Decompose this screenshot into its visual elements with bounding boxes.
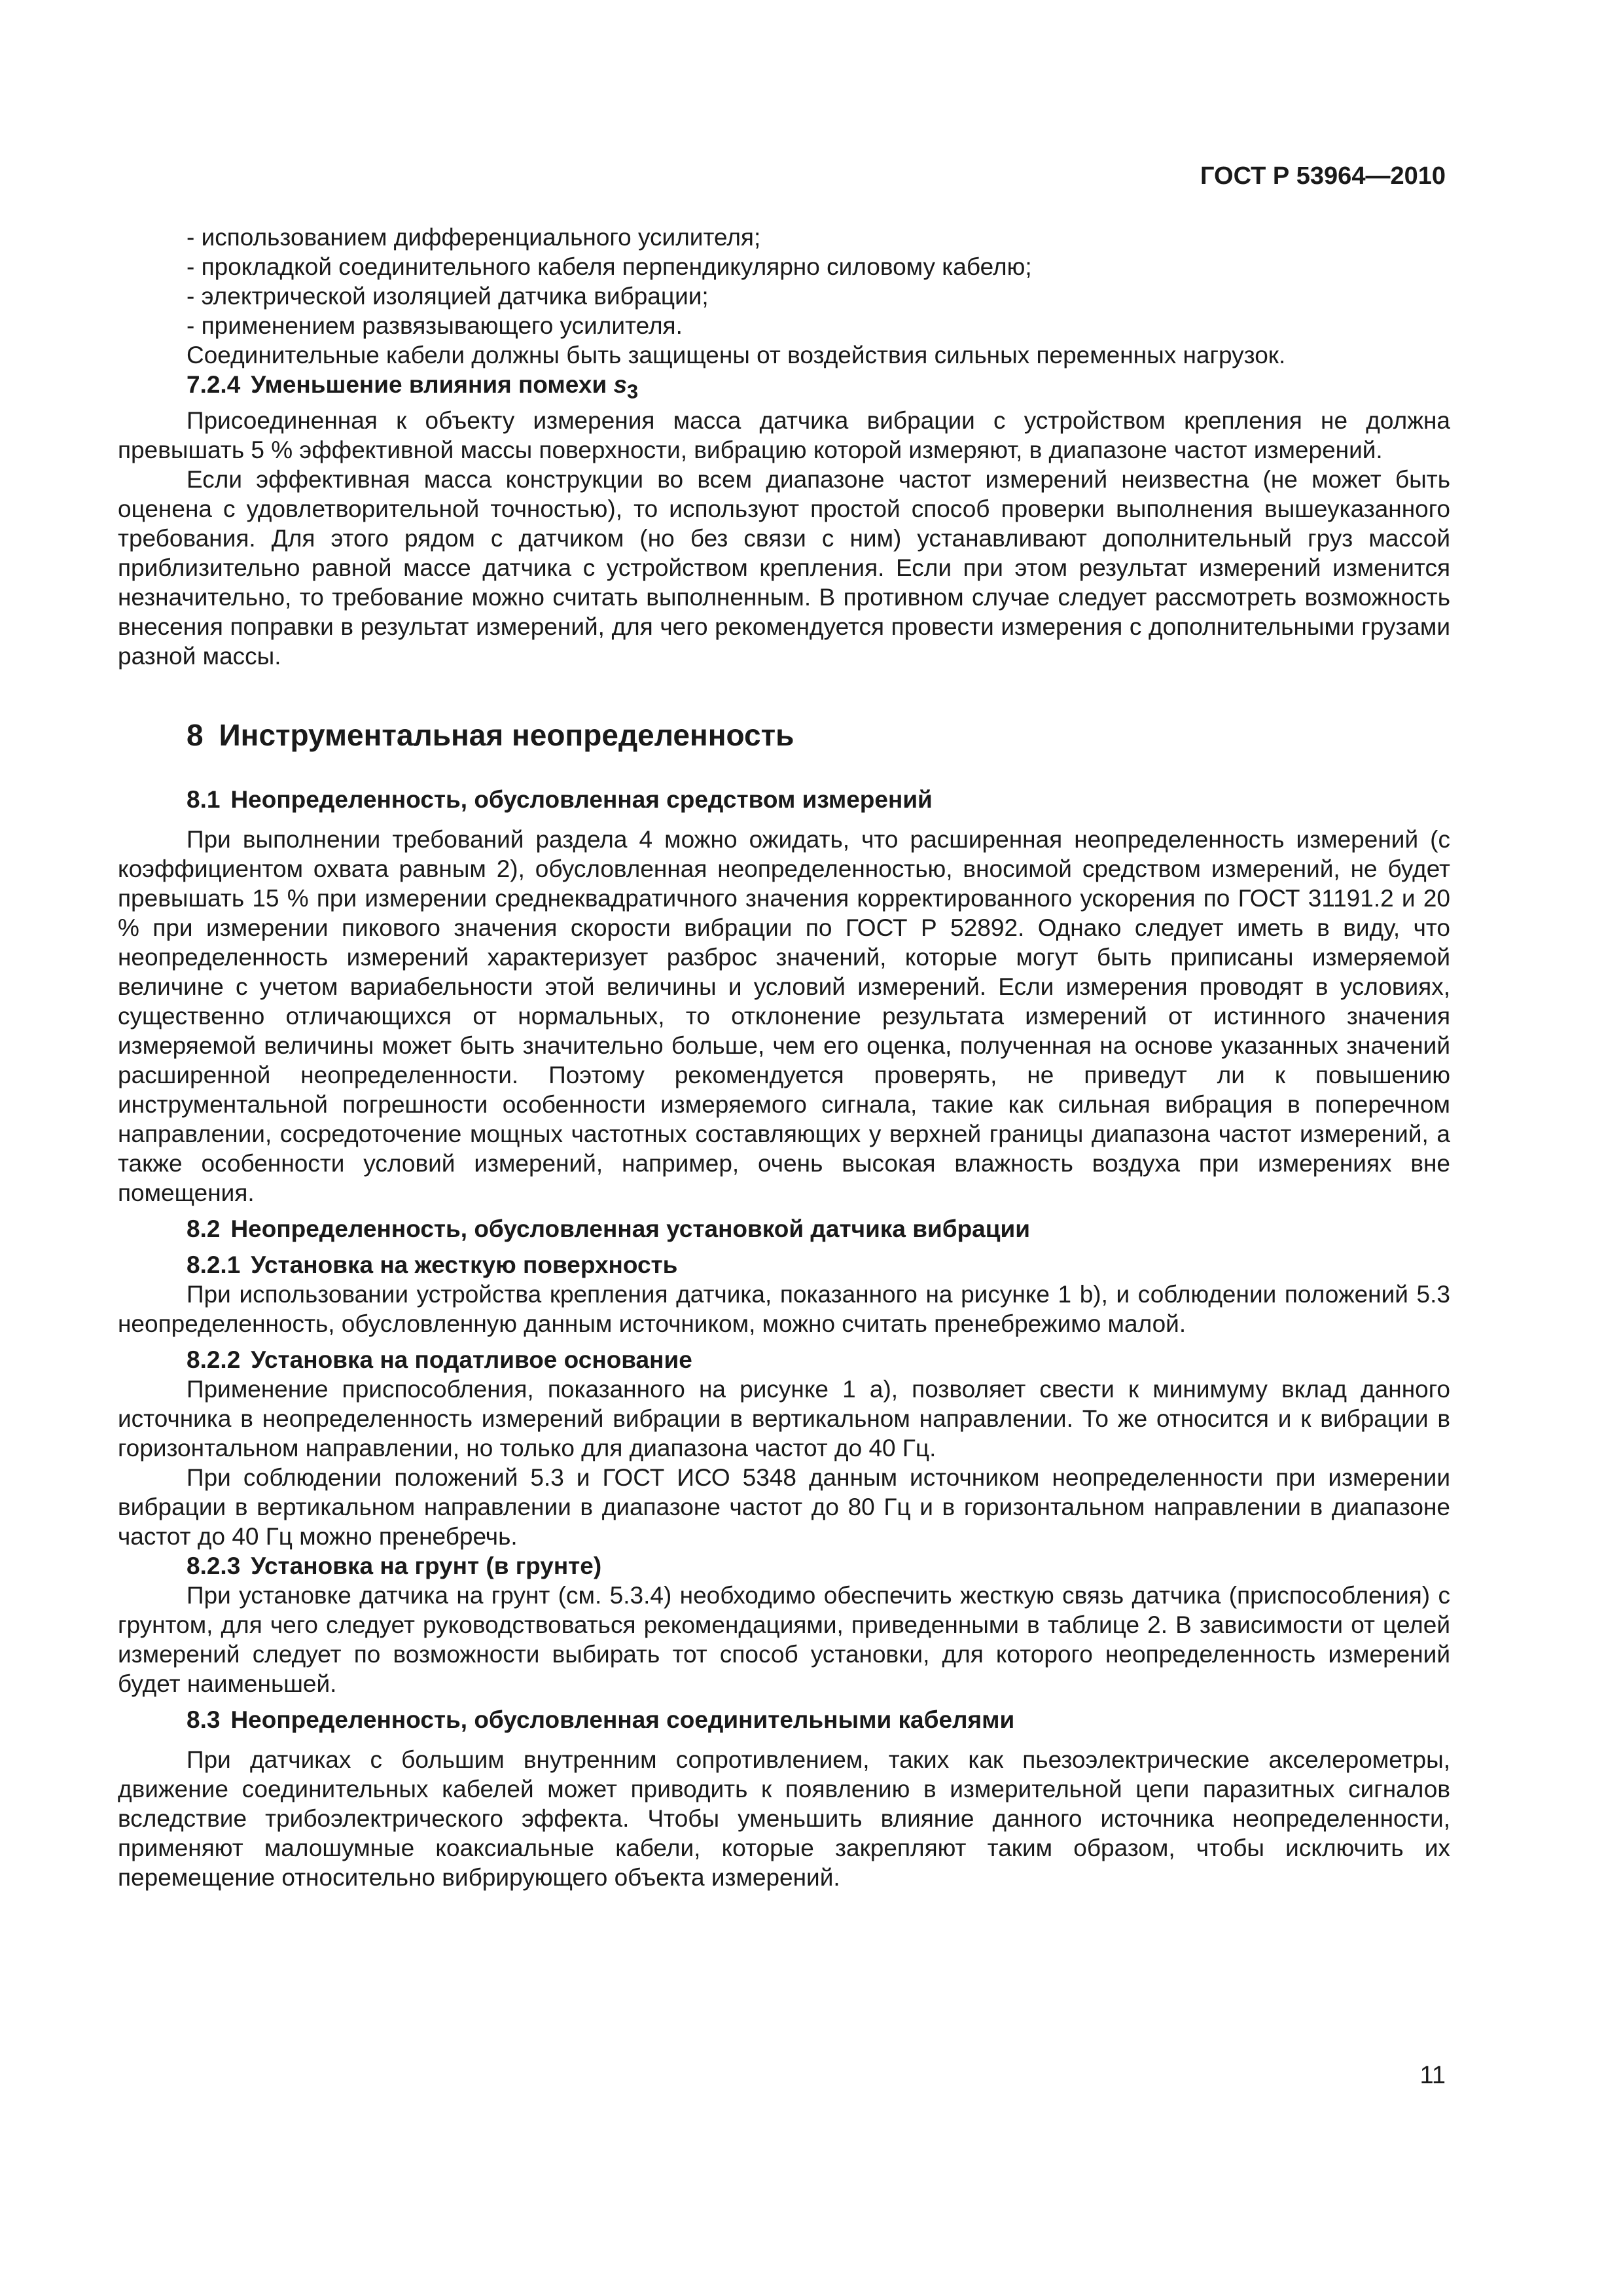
paragraph: Присоединенная к объекту измерения масса датчика вибрации с устройством крепления не должна превышать 5 % эффективной массы поверхности, вибрацию которой измеряют, в диапазоне частот измерений. xyxy=(118,407,1450,464)
section-heading-8-2-2 xyxy=(118,1345,1450,1374)
paragraph: Применение приспособления, показанного на рисунке 1 а), позволяет свести к минимуму вклад данного источника в неопределенность измерений вибрации в вертикальном направлении. То же относится и к вибрации в горизонтальном направлении, но только для диапазона частот до 40 Гц. xyxy=(118,1376,1450,1462)
paragraph: Соединительные кабели должны быть защищены от воздействия сильных переменных нагрузок. xyxy=(187,342,1286,368)
section-title: Неопределенность, обусловленная установкой датчика вибрации xyxy=(230,1215,1030,1243)
paragraph: Если эффективная масса конструкции во всем диапазоне частот измерений неизвестна (не может быть оценена с удовлетворительной точностью), то используют простой способ проверки выполнения вышеуказанного требования. Для этого рядом с датчиком (но без связи с ним) устанавливают дополнительный груз массой приблизительно равной массе датчика с устройством крепления. Если при этом результат измерений изменится незначительно, то требование можно считать выполненным. В противном случае следует рассмотреть возможность внесения поправки в результат измерений, для чего рекомендуется провести измерения с дополнительными грузами разной массы. xyxy=(118,466,1450,670)
list-item: - электрической изоляцией датчика вибрации; xyxy=(187,283,709,310)
list-item: - прокладкой соединительного кабеля перпендикулярно силовому кабелю; xyxy=(187,253,1032,280)
section-title: Инструментальная неопределенность xyxy=(219,718,794,753)
section-heading-8 xyxy=(118,717,1450,753)
paragraph: При соблюдении положений 5.3 и ГОСТ ИСО 5348 данным источником неопределенности при измерении вибрации в вертикальном направлении в диапазоне частот до 80 Гц и в горизонтальном направлении в диапазоне частот до 40 Гц можно пренебречь. xyxy=(118,1464,1450,1551)
list-item: - использованием дифференциального усилителя; xyxy=(187,224,761,251)
section-number: 8.2.3 xyxy=(187,1552,241,1580)
paragraph: При использовании устройства крепления датчика, показанного на рисунке 1 b), и соблюдении положений 5.3 неопределенность, обусловленную данным источником, можно считать пренебрежимо малой. xyxy=(118,1281,1450,1338)
paragraph: При выполнении требований раздела 4 можно ожидать, что расширенная неопределенность измерений (с коэффициентом охвата равным 2), обусловленная неопределенностью, вносимой средством измерений, не будет превышать 15 % при измерении среднеквадратичного значения корректированного ускорения по ГОСТ 31191.2 и 20 % при измерении пикового значения скорости вибрации по ГОСТ Р 52892. Однако следует иметь в виду, что неопределенность измерений характеризует разброс значений, которые могут быть приписаны измеряемой величине с учетом вариабельности этой величины и условий измерений. Если измерения проводят в условиях, существенно отличающихся от нормальных, то отклонение результата измерений от истинного значения измеряемой величины может быть значительно больше, чем его оценка, полученная на основе указанных значений расширенной неопределенности. Поэтому рекомендуется проверять, не приведут ли к повышению инструментальной погрешности особенности измеряемого сигнала, такие как сильная вибрация в поперечном направлении, сосредоточение мощных частотных составляющих у верхней границы диапазона частот измерений, а также особенности условий измерений, например, очень высокая влажность воздуха при измерениях вне помещения. xyxy=(118,826,1450,1207)
section-number: 8.3 xyxy=(187,1706,221,1734)
section-heading-8-1 xyxy=(118,785,1450,814)
title-variable: s xyxy=(613,371,628,398)
paragraph: При установке датчика на грунт (см. 5.3.4) необходимо обеспечить жесткую связь датчика (приспособления) с грунтом, для чего следует руководствоваться рекомендациями, приведенными в таблице 2. В зависимости от целей измерений следует по возможности выбирать тот способ установки, для которого неопределенность измерений будет наименьшей. xyxy=(118,1582,1450,1698)
section-number: 8.2 xyxy=(187,1215,221,1243)
section-title: Уменьшение влияния помехи xyxy=(251,371,607,398)
list-item: - применением развязывающего усилителя. xyxy=(187,312,683,339)
document-header: ГОСТ Р 53964—2010 xyxy=(1200,162,1446,190)
section-title: Установка на податливое основание xyxy=(251,1346,692,1374)
section-title: Неопределенность, обусловленная средством измерений xyxy=(230,786,933,814)
paragraph: При датчиках с большим внутренним сопротивлением, таких как пьезоэлектрические акселерометры, движение соединительных кабелей может приводить к появлению в измерительной цепи паразитных сигналов вследствие трибоэлектрического эффекта. Чтобы уменьшить влияние данного источника неопределенности, применяют малошумные коаксиальные кабели, которые закрепляют таким образом, чтобы исключить их перемещение относительно вибрирующего объекта измерений. xyxy=(118,1746,1450,1892)
document-body xyxy=(118,223,1450,1892)
section-heading-8-3 xyxy=(118,1705,1450,1734)
section-title: Неопределенность, обусловленная соединительными кабелями xyxy=(230,1706,1015,1734)
page-number: 11 xyxy=(1419,2062,1446,2089)
title-subscript: 3 xyxy=(627,380,639,403)
section-number: 8.2.2 xyxy=(187,1346,241,1374)
section-heading-8-2-1 xyxy=(118,1250,1450,1280)
section-heading-8-2-3 xyxy=(118,1551,1450,1581)
section-number: 8 xyxy=(187,718,204,753)
section-heading-7-2-4 xyxy=(118,370,1450,406)
section-title: Установка на грунт (в грунте) xyxy=(251,1552,602,1580)
section-title: Установка на жесткую поверхность xyxy=(251,1251,678,1279)
section-heading-8-2 xyxy=(118,1214,1450,1244)
section-number: 7.2.4 xyxy=(187,371,241,398)
section-number: 8.2.1 xyxy=(187,1251,241,1279)
section-number: 8.1 xyxy=(187,786,221,814)
